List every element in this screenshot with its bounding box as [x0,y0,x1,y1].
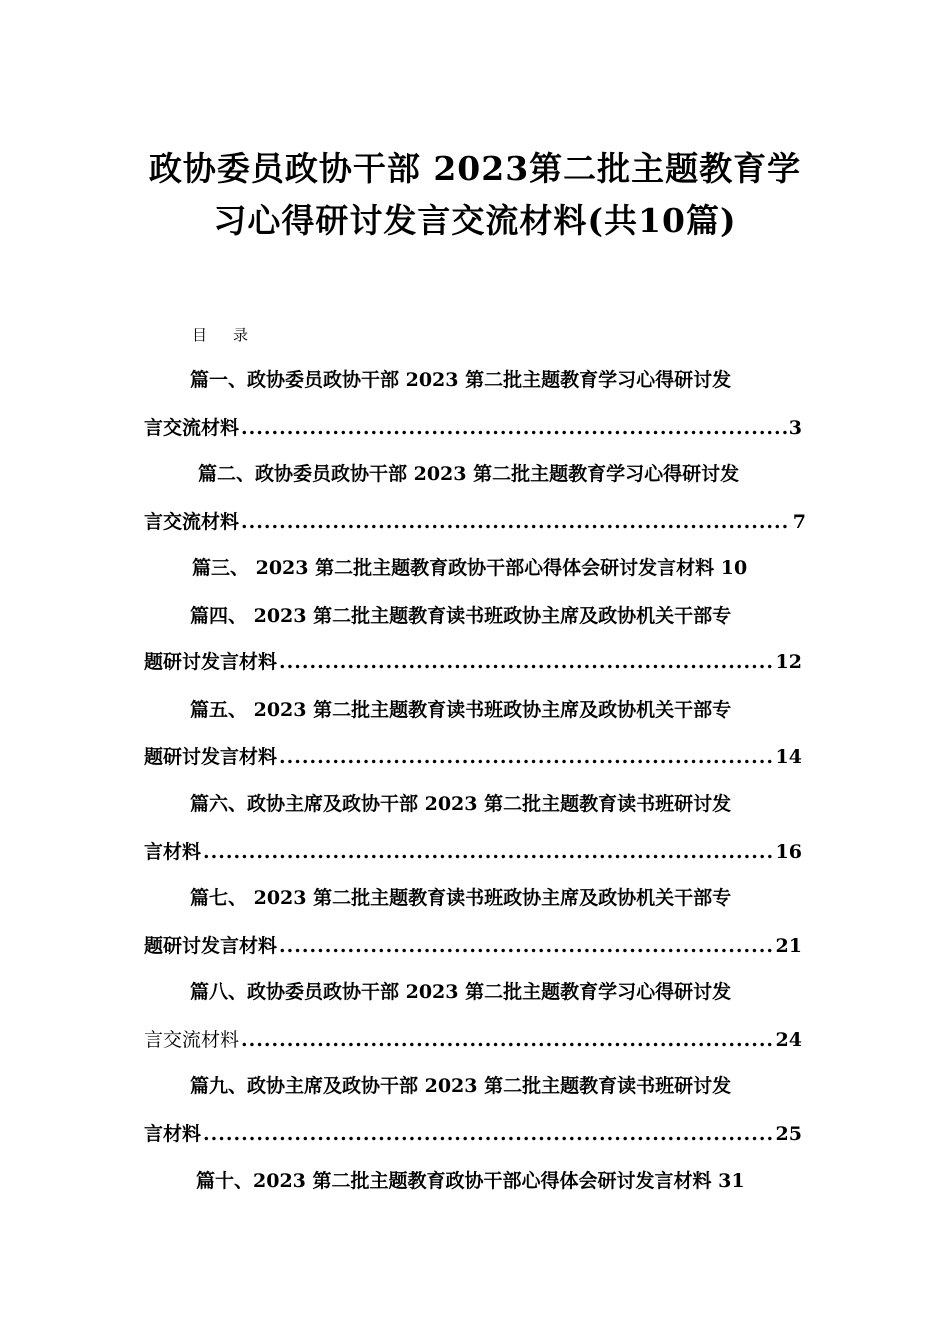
toc-entry-9-line-1[interactable]: 篇九、政协主席及政协干部 2023 第二批主题教育读书班研讨发 [190,1075,732,1097]
toc-entry-6-line-1[interactable]: 篇六、政协主席及政协干部 2023 第二批主题教育读书班研讨发 [190,793,732,815]
toc-entry-6-line-2[interactable] [144,838,802,866]
document-title-line-1: 政协委员政协干部 2023第二批主题教育学 [148,149,802,188]
toc-heading-char-1: 目 [192,326,208,344]
toc-leader-dots [203,1120,774,1148]
toc-leader-dots [279,932,774,960]
toc-entry-7-page: 21 [775,935,802,957]
document-title-line-2: 习心得研讨发言交流材料(共10篇) [213,201,737,240]
toc-entry-8-line-1[interactable]: 篇八、政协委员政协干部 2023 第二批主题教育学习心得研讨发 [190,981,732,1003]
toc-entry-7-tail: 题研讨发言材料 [144,935,278,957]
toc-entry-9-tail: 言材料 [144,1123,202,1145]
toc-entry-1-line-2[interactable] [144,414,802,442]
toc-entry-4-line-2[interactable] [144,648,802,676]
toc-entry-2-tail: 言交流材料 [144,511,240,533]
toc-heading [192,324,248,345]
toc-entry-5-page: 14 [775,746,802,768]
toc-entry-7-line-1[interactable]: 篇七、 2023 第二批主题教育读书班政协主席及政协机关干部专 [190,887,732,909]
toc-entry-8-tail: 言交流材料 [144,1029,240,1051]
toc-heading-char-2: 录 [233,326,249,344]
toc-entry-9-line-2[interactable] [144,1120,802,1148]
toc-entry-6-page: 16 [775,841,802,863]
toc-leader-dots [203,838,774,866]
toc-leader-dots [241,508,791,536]
toc-leader-dots [279,743,774,771]
toc-leader-dots [279,648,774,676]
toc-entry-8-line-2[interactable] [144,1026,802,1054]
toc-entry-5-tail: 题研讨发言材料 [144,746,278,768]
toc-leader-dots [241,414,787,442]
toc-entry-4-tail: 题研讨发言材料 [144,651,278,673]
toc-entry-7-line-2[interactable] [144,932,802,960]
toc-entry-2-line-1[interactable]: 篇二、政协委员政协干部 2023 第二批主题教育学习心得研讨发 [198,463,740,485]
toc-entry-5-line-1[interactable]: 篇五、 2023 第二批主题教育读书班政协主席及政协机关干部专 [190,699,732,721]
toc-entry-6-tail: 言材料 [144,841,202,863]
toc-entry-4-line-1[interactable]: 篇四、 2023 第二批主题教育读书班政协主席及政协机关干部专 [190,605,732,627]
toc-entry-2-page: 7 [792,511,806,533]
toc-entry-1-line-1[interactable]: 篇一、政协委员政协干部 2023 第二批主题教育学习心得研讨发 [190,369,732,391]
toc-entry-5-line-2[interactable] [144,743,802,771]
toc-entry-1-tail: 言交流材料 [144,417,240,439]
toc-entry-2-line-2[interactable] [144,508,806,536]
toc-entry-4-page: 12 [775,651,802,673]
toc-entry-1-page: 3 [788,417,802,439]
toc-entry-8-page: 24 [775,1029,802,1051]
toc-entry-9-page: 25 [775,1123,802,1145]
toc-leader-dots [241,1026,774,1054]
toc-entry-3[interactable]: 篇三、 2023 第二批主题教育政协干部心得体会研讨发言材料 10 [192,557,748,579]
toc-entry-10[interactable]: 篇十、2023 第二批主题教育政协干部心得体会研讨发言材料 31 [196,1170,745,1192]
